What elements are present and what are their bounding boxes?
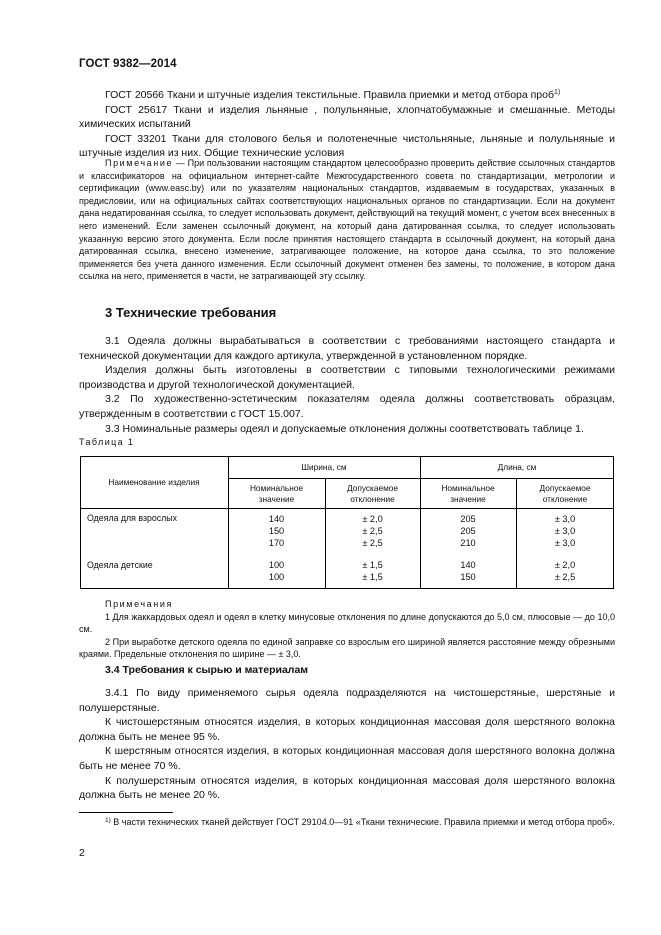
table-note-item: 2 При выработке детского одеяла по единой заправке со взрослым его шириной является расстояние между обрезными краями. Предельные отклонения по ширине — ± 3,0. <box>79 636 615 660</box>
table-row-name: Одеяла детские <box>87 560 153 570</box>
table-caption: Таблица 1 <box>79 437 135 447</box>
table-border-bottom <box>80 588 614 589</box>
references-note <box>79 157 615 283</box>
paragraph: К шерстяным относятся изделия, в которых кондиционная массовая доля шерстяного волокна должна быть не менее 70 %. <box>79 745 615 772</box>
document-header: ГОСТ 9382—2014 <box>79 58 177 70</box>
section-3-4-body <box>79 686 615 803</box>
table-border-left <box>80 456 81 589</box>
page-number: 2 <box>79 847 85 859</box>
col-header-width: Ширина, см <box>301 462 347 472</box>
table-header-divider <box>80 508 614 509</box>
paragraph: 3.3 Номинальные размеры одеял и допускаемые отклонения должны соответствовать таблице 1. <box>105 422 584 435</box>
footnote-mark: 1) <box>554 89 561 96</box>
footnote-mark: 1) <box>105 817 111 824</box>
col-header-length: Длина, см <box>497 462 537 472</box>
table-cell-width-nominal: 140 150 170 <box>268 514 285 548</box>
reference-item: ГОСТ 33201 Ткани для столового белья и полотенечные чистольняные, льняные и полульняные и штучные изделия из них. Общие технические условия <box>79 132 615 160</box>
paragraph: 3.2 По художественно-эстетическим показателям одеяла должны соответствовать образцам, утвержденным в соответствии с ГОСТ 15.007. <box>79 393 615 420</box>
section-3-body <box>79 334 615 436</box>
paragraph: 3.1 Одеяла должны вырабатываться в соответствии с требованиями настоящего стандарта и технической документации для каждого артикула, утвержденной в установленном порядке. <box>79 335 615 362</box>
sub-header-length-tolerance: Допускаемое отклонение <box>539 483 591 504</box>
paragraph: К полушерстяным относятся изделия, в которых кондиционная массовая доля шерстяного волокна должна быть не менее 20 %. <box>79 774 615 802</box>
table-border-top <box>80 456 614 457</box>
paragraph: Изделия должны быть изготовлены в соответствии с типовыми технологическими режимами производства и другой технологической документацией. <box>79 364 615 391</box>
table-cell-length-tolerance: ± 2,0 ± 2,5 <box>554 560 576 582</box>
reference-item: ГОСТ 20566 Ткани и штучные изделия текстильные. Правила приемки и метод отбора проб$^{1)}$ <box>105 89 561 101</box>
table-cell-width-nominal: 100 100 <box>268 560 285 582</box>
footnote <box>79 816 615 828</box>
table-cell-width-tolerance: ± 1,5 ± 1,5 <box>362 560 383 582</box>
paragraph: К чистошерстяным относятся изделия, в которых кондиционная массовая доля шерстяного волокна должна быть не менее 95 %. <box>79 716 615 743</box>
footnote-divider <box>79 812 173 813</box>
sub-header-length-nominal: Номинальное значение <box>441 483 495 504</box>
reference-item: ГОСТ 25617 Ткани и изделия льняные , полульняные, хлопчатобумажные и смешанные. Методы химических испытаний <box>79 103 615 131</box>
table-notes-title: Примечания <box>105 599 173 609</box>
footnote-text: В части технических тканей действует ГОСТ 29104.0—91 «Ткани технические. Правила приемки и метод отбора проб». <box>110 817 615 827</box>
section-3-title: 3 Технические требования <box>105 305 277 320</box>
col-header-name: Наименование изделия <box>108 477 200 487</box>
note-label: Примечание <box>105 158 174 168</box>
note-text: — При пользовании настоящим стандартом целесообразно проверить действие ссылочных стандартов и классификаторов на официальном интернет-сайте Межгосударственного совета по стандартизации, метрологии и сертификации (www.easc.by) или по указателям национальных стандартов, издаваемым в государствах, указанных в предисловии, или на официальных сайтах соответствующих национальных органов по стандартизации. Если на документ дана недатированная ссылка, то следует использовать документ, действующий на текущий момент, с учетом всех внесенных в него изменений. Если заменен ссылочный документ, на который дана датированная ссылка, то следует использовать указанную версию этого документа. Если после принятия настоящего стандарта в ссылочный документ, на который дана датированная ссылка, внесено изменение, затрагивающее положение, на которое дана ссылка, то это положение применяется без учета данного изменения. Если ссылочный документ отменен без замены, то положение, в котором дана ссылка на него, применяется в части, не затрагивающей эту ссылку. <box>79 158 615 282</box>
sub-header-width-nominal: Номинальное значение <box>249 483 304 504</box>
size-table <box>80 456 614 589</box>
sub-header-width-tolerance: Допускаемое отклонение <box>347 483 398 504</box>
table-group-divider <box>228 478 614 479</box>
normative-references <box>79 88 615 161</box>
table-row-name: Одеяла для взрослых <box>87 513 178 523</box>
table-notes <box>79 598 615 661</box>
table-note-item: 1 Для жаккардовых одеял и одеял в клетку минусовые отклонения по длине допускаются до 5,0 см, плюсовые — до 10,0 см. <box>79 611 615 635</box>
table-cell-length-tolerance: ± 3,0 ± 3,0 ± 3,0 <box>554 514 576 548</box>
table-cell-width-tolerance: ± 2,0 ± 2,5 ± 2,5 <box>362 514 383 548</box>
section-3-4-title: 3.4 Требования к сырью и материалам <box>105 664 309 676</box>
table-cell-length-nominal: 205 205 210 <box>460 514 476 548</box>
paragraph: 3.4.1 По виду применяемого сырья одеяла подразделяются на чистошерстяные, шерстяные и полушерстяные. <box>79 687 615 714</box>
table-cell-length-nominal: 140 150 <box>460 560 476 582</box>
